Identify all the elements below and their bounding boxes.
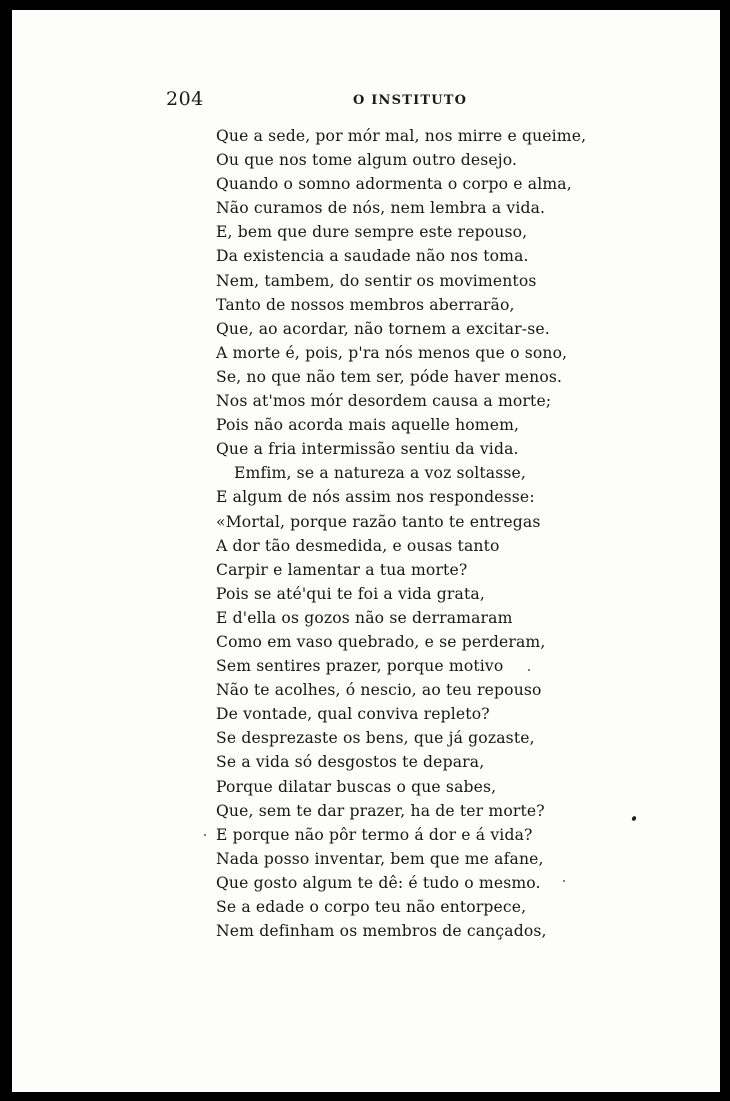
verse-line: De vontade, qual conviva repleto? [216,705,490,724]
verse-line: Se, no que não tem ser, póde haver menos. [216,367,563,386]
verse-line: Porque dilatar buscas o que sabes, [216,777,497,796]
verse-line: Que gosto algum te dê: é tudo o mesmo. [216,873,541,892]
ink-dot [528,669,530,671]
verse-line: Que a fria intermissão sentiu da vida. [216,440,519,459]
verse-line: Da existencia a saudade não nos toma. [216,247,529,266]
verse-line: A morte é, pois, p'ra nós menos que o sono, [216,343,568,362]
page-header [12,88,720,112]
verse-line: Não te acolhes, ó nescio, ao teu repouso [216,681,542,700]
running-title: O INSTITUTO [353,93,468,108]
verse-line: Que, sem te dar prazer, ha de ter morte? [216,801,545,820]
verse-line: E porque não pôr termo á dor e á vida? [216,825,533,844]
poem-text [216,124,686,943]
verse-line: Ou que nos tome algum outro desejo. [216,151,518,170]
ink-dot [563,880,565,882]
verse-line: Tanto de nossos membros aberrarão, [216,295,515,314]
page-number: 204 [166,88,204,110]
verse-line: Pois se até'qui te foi a vida grata, [216,584,485,603]
book-page [12,10,720,1092]
verse-line: Não curamos de nós, nem lembra a vida. [216,199,546,218]
verse-line: Que a sede, por mór mal, nos mirre e queime, [216,127,587,145]
verse-line: Como em vaso quebrado, e se perderam, [216,632,546,651]
verse-line: A dor tão desmedida, e ousas tanto [216,536,500,555]
verse-line-indented: Emfim, se a natureza a voz soltasse, [234,464,527,483]
verse-line: Se a edade o corpo teu não entorpece, [216,898,527,916]
verse-line: Se desprezaste os bens, que já gozaste, [216,729,535,748]
verse-line: E d'ella os gozos não se derramaram [216,608,513,627]
verse-line: Nem, tambem, do sentir os movimentos [216,271,537,290]
verse-line: Que, ao acordar, não tornem a excitar-se. [216,319,550,338]
verse-line: Carpir e lamentar a tua morte? [216,560,468,579]
verse-line: «Mortal, porque razão tanto te entregas [216,512,541,531]
verse-line: Sem sentires prazer, porque motivo [216,657,504,676]
verse-line: E algum de nós assim nos respondesse: [216,488,535,507]
verse-line: Nem definham os membros de cançados, [216,922,547,941]
verse-line: Se a vida só desgostos te depara, [216,753,485,772]
verse-line: Quando o somno adormenta o corpo e alma, [216,175,572,194]
verse-line: Nos at'mos mór desordem causa a morte; [216,392,552,411]
verse-line: Nada posso inventar, bem que me afane, [216,849,544,868]
verse-line: E, bem que dure sempre este repouso, [216,223,528,242]
ink-dot [204,834,206,836]
verse-line: Pois não acorda mais aquelle homem, [216,416,520,435]
